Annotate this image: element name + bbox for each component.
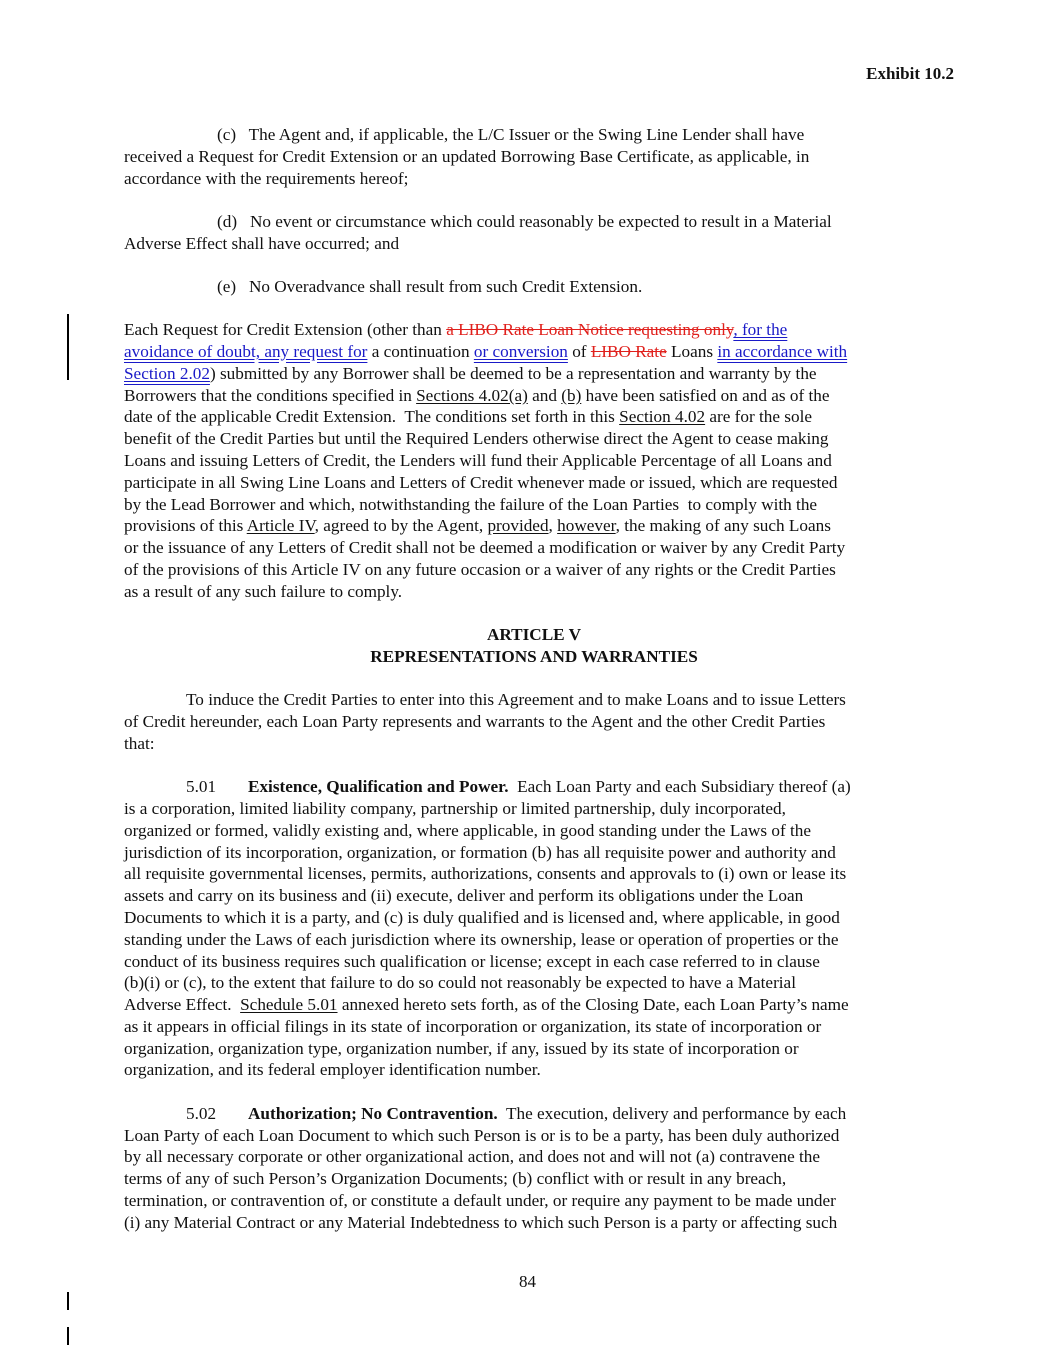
schedule-ref[interactable]: Schedule 5.01 <box>240 995 338 1015</box>
provided-term: provided <box>487 516 549 536</box>
request-paragraph: Each Request for Credit Extension (other than a LIBO Rate Loan Notice requesting only, for the avoidance of doubt, any request for a continuation or conversion of LIBO Rate Loans in accordance with Section 2.02) submitted by any Borrower shall be deemed to be a representation and warranty by the Borrowers that the conditions specified in Sections 4.02(a) and (b) have been satisfied on and as of the date of the applicable Credit Extension. The conditions set forth in this Section 4.02 are for the sole benefit of the Credit Parties but until the Required Lenders otherwise direct the Agent to cease making Loans and issuing Letters of Credit, the Lenders will fund their Applicable Percentage of all Loans and participate in all Swing Line Loans and Letters of Credit whenever made or issued, which are requested by the Lead Borrower and which, notwithstanding the failure of the Loan Parties to comply with the provisions of this Article IV, agreed to by the Agent, provided, however, the making of any such Loans or the issuance of any Letters of Credit shall not be deemed a modification or waiver by any Credit Party of the provisions of this Article IV on any future occasion or a waiver of any rights or the Credit Parties as a result of any such failure to comply. <box>124 320 848 601</box>
article-ref[interactable]: Article IV <box>246 516 315 536</box>
clause-label: (d) <box>217 211 238 231</box>
article-number: ARTICLE V <box>486 625 582 645</box>
section-number: 5.02 <box>186 1103 217 1123</box>
inserted-text: , for the <box>733 320 788 340</box>
page-number: 84 <box>519 1272 536 1291</box>
section-number: 5.01 <box>186 777 217 797</box>
change-bar <box>67 1327 69 1345</box>
inserted-text: avoidance of doubt, any request for <box>124 342 368 362</box>
clause-label: (c) <box>217 125 237 144</box>
condition-e: (e) No Overadvance shall result from such Credit Extension. <box>217 276 643 296</box>
section-5-02: 5.02 Authorization; No Contravention. The execution, delivery and performance by each Loan Party of each Loan Document to which such Person is or is to be a party, has been duly authorized by all necessary corporate or other organizational action, and does not and will not (a) contravene the terms of any of such Person’s Organization Documents; (b) conflict with or result in any breach, termination, or contravention of, or constitute a default under, or require any payment to be made under (i) any Material Contract or any Material Indebtedness to which such Person is a party or affecting such <box>124 1103 847 1232</box>
change-bar <box>67 314 69 380</box>
exhibit-label: Exhibit 10.2 <box>866 64 954 83</box>
however-term: however <box>557 516 616 536</box>
section-ref[interactable]: Sections 4.02(a) <box>416 385 528 405</box>
article-title: REPRESENTATIONS AND WARRANTIES <box>370 646 698 666</box>
deleted-text: a LIBO Rate Loan Notice requesting only <box>446 320 734 340</box>
clause-label: (e) <box>217 276 237 296</box>
section-ref[interactable]: Section 4.02 <box>619 407 706 427</box>
section-ref[interactable]: (b) <box>561 385 582 405</box>
section-heading: Existence, Qualification and Power. <box>248 777 509 797</box>
inserted-text: or conversion <box>473 342 568 362</box>
document-body <box>124 124 944 1255</box>
intro-paragraph: To induce the Credit Parties to enter into this Agreement and to make Loans and to issue Letters of Credit hereunder, each Loan Party represents and warrants to the Agent and the other Credit Parties that: <box>124 690 846 753</box>
condition-c: (c) The Agent and, if applicable, the L/C Issuer or the Swing Line Lender shall have received a Request for Credit Extension or an updated Borrowing Base Certificate, as applicable, in accordance with the requirements hereof; <box>124 125 810 188</box>
section-heading: Authorization; No Contravention. <box>248 1103 498 1123</box>
section-5-01: 5.01 Existence, Qualification and Power. Each Loan Party and each Subsidiary thereof (a) is a corporation, limited liability company, partnership or limited partnership, duly incorporated, organized or formed, validly existing and, where applicable, in good standing under the Laws of the jurisdiction of its incorporation, organization, or formation (b) has all requisite power and authority and all requisite governmental licenses, permits, authorizations, consents and approvals to (i) own or lease its assets and carry on its business and (ii) execute, deliver and perform its obligations under the Loan Documents to which it is a party, and (c) is duly qualified and is licensed and, where applicable, in good standing under the Laws of each jurisdiction where its ownership, lease or operation of properties or the conduct of its business requires such qualification or license; except in each case referred to in clause (b)(i) or (c), to the extent that failure to do so could not reasonably be expected to have a Material Adverse Effect. Schedule 5.01 annexed hereto sets forth, as of the Closing Date, each Loan Party’s name as it appears in official filings in its state of incorporation or organization, its state of incorporation or organization, organization type, organization number, if any, issued by its state of incorporation or organization, and its federal employer identification number. <box>124 777 851 1080</box>
inserted-section-ref[interactable]: Section 2.02 <box>124 363 210 383</box>
deleted-text: LIBO Rate <box>590 342 667 362</box>
article-heading <box>124 624 944 668</box>
condition-d: (d) No event or circumstance which could reasonably be expected to result in a Material Adverse Effect shall have occurred; and <box>124 211 832 253</box>
inserted-text: in accordance with <box>717 342 848 362</box>
change-bar <box>67 1292 69 1310</box>
